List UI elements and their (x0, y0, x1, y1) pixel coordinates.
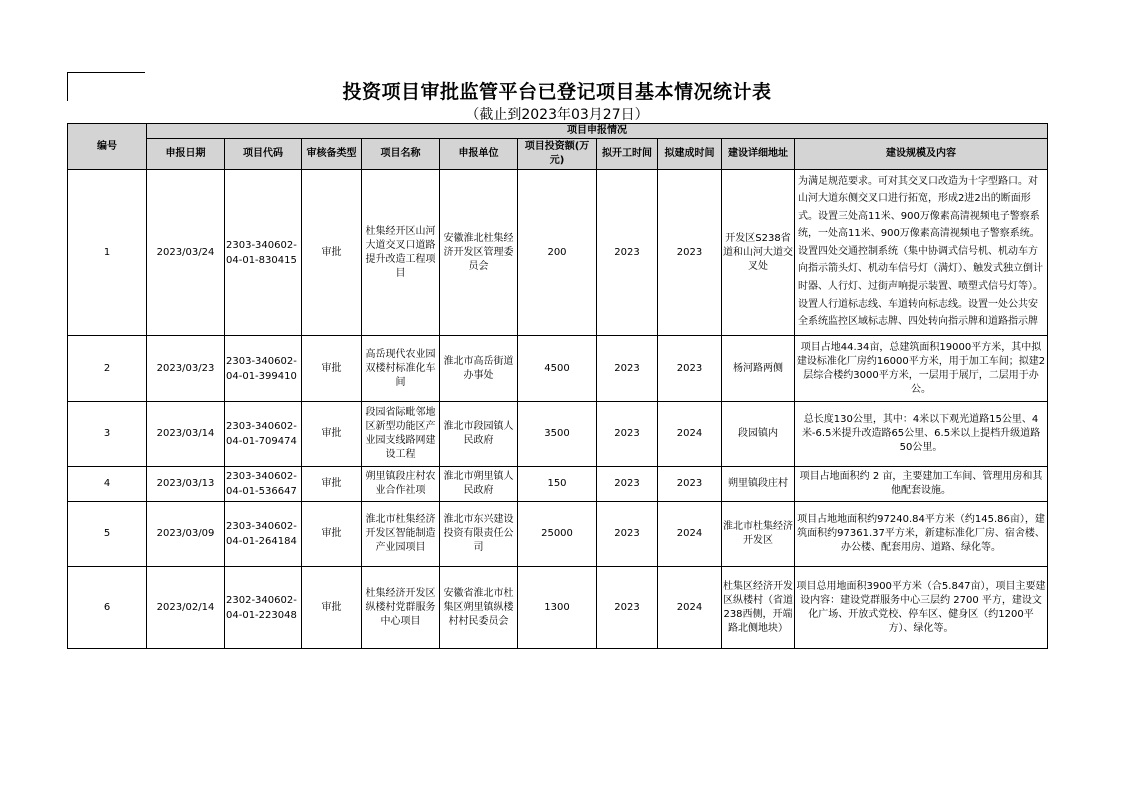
cell-no: 6 (68, 567, 147, 649)
cell-scope-text: 为满足规范要求。可对其交叉口改造为十字型路口。对山河大道东侧交叉口进行拓宽，形成2进2出的断面形式。设置三处高11米、900万像素高清视频电子警察系统，一处高11米、900万像素高清视频电子警察系统。设置四处交通控制系统（集中协调式信号机、机动车方向指示箭头灯、机动车信号灯（满灯）、触发式独立倒计时器、人行灯、过街声响提示装置、喷塑式信号灯等）。设置人行道标志线、车道转向标志线。设置一处公共安全系统监控区域标志牌、四处转向指示牌和道路指示牌 (798, 175, 1043, 328)
cell-code: 2302-340602-04-01-223048 (225, 567, 302, 649)
cell-finish: 2023 (658, 336, 722, 402)
cell-finish: 2023 (658, 467, 722, 502)
cell-name: 段园省际毗邻地区新型功能区产业园支线路网建设工程 (362, 402, 440, 467)
table-row (68, 567, 1048, 649)
header-scope: 建设规模及内容 (795, 139, 1048, 170)
cell-date: 2023/02/14 (147, 567, 225, 649)
cell-scope: 项目占地地面积约97240.84平方米（约145.86亩），建筑面积约97361.37平方米，新建标准化厂房、宿舍楼、办公楼、配套用房、道路、绿化等。 (795, 502, 1048, 567)
cell-address: 淮北市杜集经济开发区 (722, 502, 795, 567)
page-subtitle: （截止到2023年03月27日） (465, 107, 649, 123)
cell-date: 2023/03/24 (147, 170, 225, 336)
header-address: 建设详细地址 (722, 139, 795, 170)
cell-finish: 2024 (658, 502, 722, 567)
cell-start: 2023 (597, 467, 658, 502)
cell-date: 2023/03/14 (147, 402, 225, 467)
cell-unit: 淮北市段园镇人民政府 (440, 402, 518, 467)
cell-no: 1 (68, 170, 147, 336)
header-name: 项目名称 (362, 139, 440, 170)
table-row (68, 467, 1048, 502)
header-unit: 申报单位 (440, 139, 518, 170)
cell-start: 2023 (597, 567, 658, 649)
cell-address: 杜集区经济开发区纵楼村（省道238西侧，开端路北侧地块） (722, 567, 795, 649)
table-row (68, 170, 1048, 336)
cell-investment: 200 (518, 170, 597, 336)
cell-name: 杜集经济开发区纵楼村党群服务中心项目 (362, 567, 440, 649)
cell-start: 2023 (597, 170, 658, 336)
page-corner-mark-horizontal (67, 72, 145, 73)
cell-address: 朔里镇段庄村 (722, 467, 795, 502)
cell-name: 朔里镇段庄村农业合作社项 (362, 467, 440, 502)
cell-start: 2023 (597, 336, 658, 402)
cell-date: 2023/03/13 (147, 467, 225, 502)
header-date: 申报日期 (147, 139, 225, 170)
cell-investment: 25000 (518, 502, 597, 567)
cell-name: 杜集经开区山河大道交叉口道路提升改造工程项目 (362, 170, 440, 336)
cell-type: 审批 (302, 170, 362, 336)
cell-no: 4 (68, 467, 147, 502)
header-investment: 项目投资额(万元) (518, 139, 597, 170)
cell-investment: 4500 (518, 336, 597, 402)
cell-unit: 淮北市朔里镇人民政府 (440, 467, 518, 502)
cell-unit: 安徽淮北杜集经济开发区管理委员会 (440, 170, 518, 336)
cell-name: 高岳现代农业园双楼村标准化车间 (362, 336, 440, 402)
cell-no: 2 (68, 336, 147, 402)
cell-code: 2303-340602-04-01-536647 (225, 467, 302, 502)
cell-start: 2023 (597, 502, 658, 567)
table-row (68, 336, 1048, 402)
cell-no: 3 (68, 402, 147, 467)
cell-address: 杨河路两侧 (722, 336, 795, 402)
cell-name: 淮北市杜集经济开发区智能制造产业园项目 (362, 502, 440, 567)
cell-scope: 总长度130公里，其中：4米以下观光道路15公里、4米-6.5米提升改造路65公里、6.5米以上提档升级道路50公里。 (795, 402, 1048, 467)
header-no: 编号 (68, 124, 147, 170)
cell-finish: 2023 (658, 170, 722, 336)
cell-unit: 淮北市高岳街道办事处 (440, 336, 518, 402)
cell-address: 开发区S238省道和山河大道交叉处 (722, 170, 795, 336)
cell-investment: 3500 (518, 402, 597, 467)
cell-type: 审批 (302, 402, 362, 467)
table-row (68, 402, 1048, 467)
cell-code: 2303-340602-04-01-830415 (225, 170, 302, 336)
header-code: 项目代码 (225, 139, 302, 170)
header-type: 审核备类型 (302, 139, 362, 170)
cell-investment: 1300 (518, 567, 597, 649)
cell-date: 2023/03/23 (147, 336, 225, 402)
cell-type: 审批 (302, 502, 362, 567)
cell-no: 5 (68, 502, 147, 567)
cell-code: 2303-340602-04-01-709474 (225, 402, 302, 467)
cell-type: 审批 (302, 336, 362, 402)
cell-finish: 2024 (658, 567, 722, 649)
header-finish: 拟建成时间 (658, 139, 722, 170)
table-row (68, 502, 1048, 567)
cell-date: 2023/03/09 (147, 502, 225, 567)
cell-code: 2303-340602-04-01-399410 (225, 336, 302, 402)
cell-code: 2303-340602-04-01-264184 (225, 502, 302, 567)
project-statistics-table (67, 123, 1048, 649)
cell-scope: 项目占地面积约 2 亩，主要建加工车间、管理用房和其他配套设施。 (795, 467, 1048, 502)
cell-unit: 安徽省淮北市杜集区朔里镇纵楼村村民委员会 (440, 567, 518, 649)
cell-finish: 2024 (658, 402, 722, 467)
cell-scope (795, 170, 1048, 336)
cell-investment: 150 (518, 467, 597, 502)
cell-address: 段园镇内 (722, 402, 795, 467)
cell-scope: 项目总用地面积3900平方米（合5.847亩），项目主要建设内容：建设党群服务中心三层约 2700 平方，建设文化广场、开放式党校、停车区、健身区（约1200平方）、绿化等。 (795, 567, 1048, 649)
cell-unit: 淮北市东兴建设投资有限责任公司 (440, 502, 518, 567)
header-group: 项目申报情况 (147, 124, 1048, 139)
cell-type: 审批 (302, 467, 362, 502)
header-start: 拟开工时间 (597, 139, 658, 170)
page-title: 投资项目审批监管平台已登记项目基本情况统计表 (342, 81, 772, 103)
cell-start: 2023 (597, 402, 658, 467)
cell-type: 审批 (302, 567, 362, 649)
cell-scope: 项目占地44.34亩，总建筑面积19000平方米，其中拟建设标准化厂房约16000平方米，用于加工车间；拟建2层综合楼约3000平方米，一层用于展厅，二层用于办公。 (795, 336, 1048, 402)
